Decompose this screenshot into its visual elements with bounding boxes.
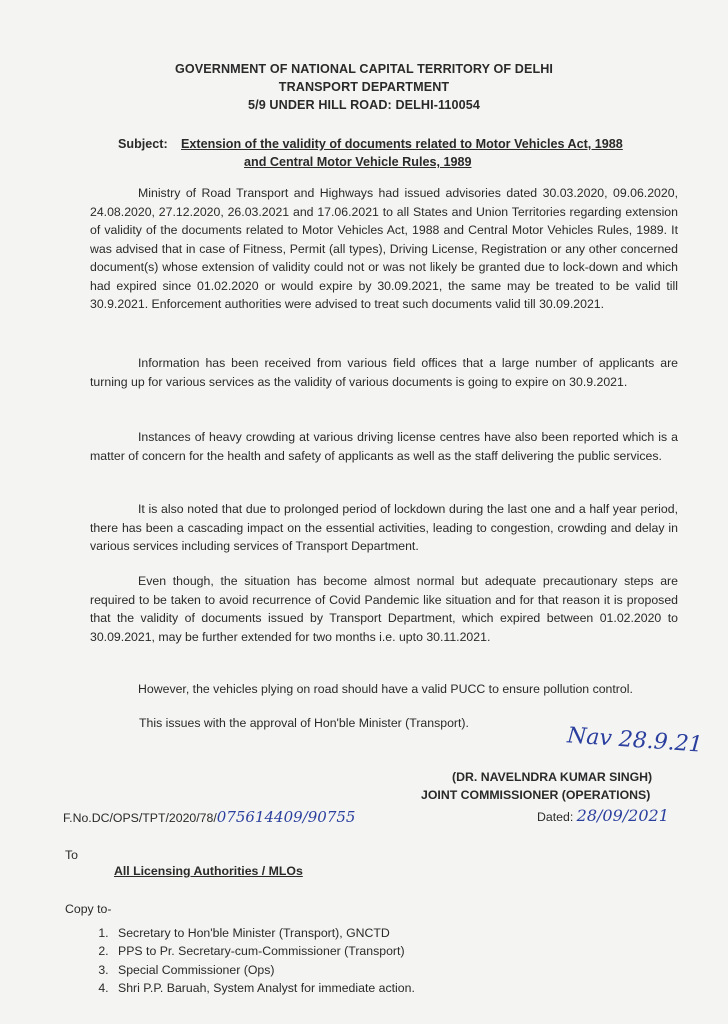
paragraph-3: Instances of heavy crowding at various driving license centres have also been reported which is a matter of concern for the health and safety of applicants as well as the staff delivering the public services.	[90, 430, 678, 463]
file-number-handwritten: 075614409/90755	[216, 808, 356, 826]
copy-to-item: 2. PPS to Pr. Secretary-cum-Commissioner (Transport)	[112, 942, 415, 960]
header-government: GOVERNMENT OF NATIONAL CAPITAL TERRITORY OF DELHI	[174, 62, 554, 76]
signatory-name: (DR. NAVELNDRA KUMAR SINGH)	[452, 770, 653, 784]
copy-to-item: 1. Secretary to Hon'ble Minister (Transport), GNCTD	[112, 924, 415, 942]
paragraph-2: Information has been received from various field offices that a large number of applicants are turning up for various services as the validity of various documents is going to expire on 30.9.2021.	[90, 356, 678, 389]
to-label: To	[65, 848, 78, 862]
file-number	[63, 808, 355, 826]
copy-to-list	[90, 924, 415, 998]
handwritten-signature: Nav 28.9.21	[566, 723, 704, 758]
copy-to-item: 4. Shri P.P. Baruah, System Analyst for immediate action.	[112, 979, 415, 997]
addressee: All Licensing Authorities / MLOs	[114, 864, 303, 878]
paragraph-5: Even though, the situation has become almost normal but adequate precautionary steps are required to be taken to avoid recurrence of Covid Pandemic like situation and for that reason it is proposed that the validity of documents issued by Transport Department, which expired between 01.02.2020 to 30.09.2021, may be further extended for two months i.e. upto 30.11.2021.	[90, 574, 678, 644]
header-address: 5/9 UNDER HILL ROAD: DELHI-110054	[248, 98, 480, 112]
signatory-designation: JOINT COMMISSIONER (OPERATIONS)	[421, 788, 651, 802]
file-number-printed: F.No.DC/OPS/TPT/2020/78/	[63, 811, 217, 825]
dated-handwritten: 28/09/2021	[576, 806, 669, 825]
copy-to-item: 3. Special Commissioner (Ops)	[112, 961, 415, 979]
header-department: TRANSPORT DEPARTMENT	[278, 80, 450, 94]
paragraph-6: However, the vehicles plying on road should have a valid PUCC to ensure pollution control.	[138, 682, 633, 696]
approval-line: This issues with the approval of Hon'ble Minister (Transport).	[139, 716, 469, 730]
copy-to-label: Copy to-	[65, 902, 112, 916]
paragraph-4: It is also noted that due to prolonged period of lockdown during the last one and a half year period, there has been a cascading impact on the essential activities, leading to congestion, crowding and delay in various services including services of Transport Department.	[90, 502, 678, 553]
paragraph-1: Ministry of Road Transport and Highways had issued advisories dated 30.03.2020, 09.06.2020, 24.08.2020, 27.12.2020, 26.03.2021 and 17.06.2021 to all States and Union Territories regarding extension of validity of the documents related to Motor Vehicles Act, 1988 and Central Motor Vehicles Rules, 1989. It was advised that in case of Fitness, Permit (all types), Driving License, Registration or any other concerned document(s) whose extension of validity could not or was not likely be granted due to lock-down and which had expired since 01.02.2020 or would expire by 30.09.2021, the same may be treated to be valid till 30.9.2021. Enforcement authorities were advised to treat such documents valid till 30.09.2021.	[90, 186, 678, 311]
dated-label: Dated:	[537, 810, 574, 824]
subject-line-1: Extension of the validity of documents related to Motor Vehicles Act, 1988	[181, 137, 623, 151]
dated-field	[537, 806, 669, 825]
subject-line-2: and Central Motor Vehicle Rules, 1989	[244, 155, 472, 169]
subject-label: Subject:	[118, 137, 168, 151]
